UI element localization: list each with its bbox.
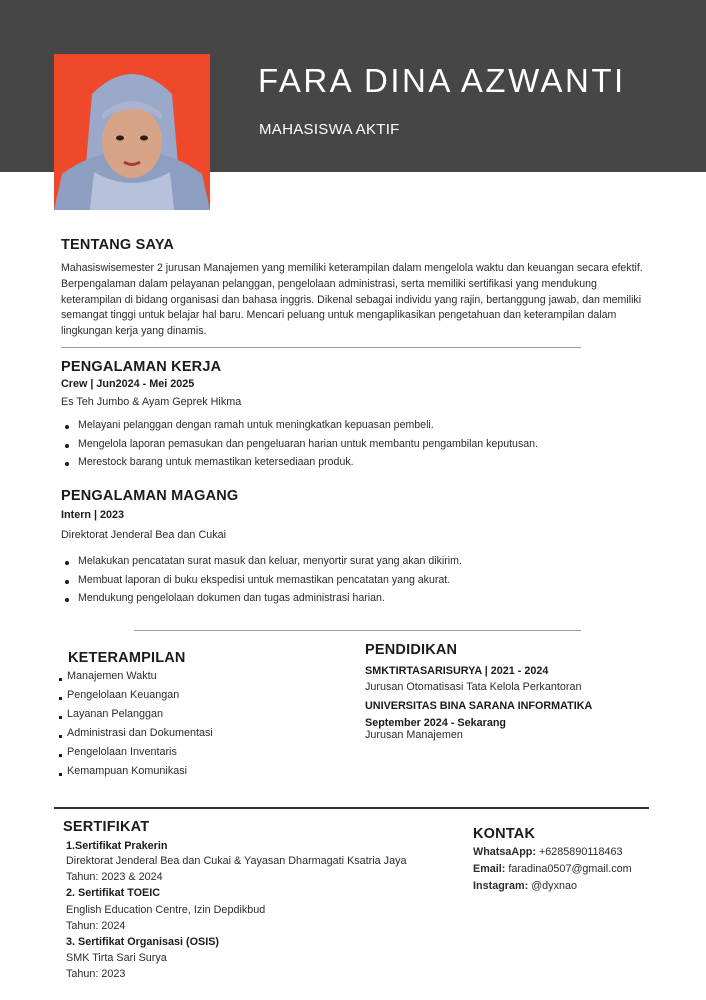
work-company: Es Teh Jumbo & Ayam Geprek Hikma bbox=[61, 396, 242, 408]
bullet-icon bbox=[59, 754, 62, 757]
bullet-icon bbox=[59, 678, 62, 681]
education-major-1: Jurusan Otomatisasi Tata Kelola Perkantoran bbox=[365, 681, 582, 693]
list-item: Administrasi dan Dokumentasi bbox=[59, 727, 213, 746]
bullet-icon bbox=[65, 444, 69, 448]
work-role: Crew | Jun2024 - Mei 2025 bbox=[61, 378, 195, 390]
work-heading: PENGALAMAN KERJA bbox=[61, 359, 222, 375]
list-item: Pengelolaan Inventaris bbox=[59, 746, 213, 765]
work-bullet-list bbox=[62, 419, 538, 475]
bullet-icon bbox=[65, 561, 69, 565]
list-item: Layanan Pelanggan bbox=[59, 708, 213, 727]
bullet-icon bbox=[59, 697, 62, 700]
list-item: Membuat laporan di buku ekspedisi untuk memastikan pencatatan yang akurat. bbox=[62, 574, 462, 593]
list-item: Pengelolaan Keuangan bbox=[59, 689, 213, 708]
certificate-title: 3. Sertifikat Organisasi (OSIS) bbox=[66, 936, 220, 948]
profile-photo bbox=[54, 54, 210, 210]
certificate-title: 1.Sertifikat Prakerin bbox=[66, 840, 168, 852]
list-item: Melayani pelanggan dengan ramah untuk meningkatkan kepuasan pembeli. bbox=[62, 419, 538, 438]
certificate-issuer: English Education Centre, Izin Depdikbud bbox=[66, 904, 266, 916]
certificates-heading: SERTIFIKAT bbox=[63, 819, 150, 835]
certificate-issuer: Direktorat Jenderal Bea dan Cukai & Yayasan Dharmagati Ksatria Jaya bbox=[66, 855, 407, 867]
full-name: FARA DINA AZWANTI bbox=[258, 62, 626, 99]
certificate-issuer: SMK Tirta Sari Surya bbox=[66, 952, 167, 964]
education-school-1: SMKTIRTASARISURYA | 2021 - 2024 bbox=[365, 665, 549, 677]
internship-role: Intern | 2023 bbox=[61, 509, 125, 521]
bullet-icon bbox=[65, 462, 69, 466]
education-major-2: Jurusan Manajemen bbox=[365, 729, 463, 741]
list-item: Mendukung pengelolaan dokumen dan tugas administrasi harian. bbox=[62, 592, 462, 611]
education-period-2: September 2024 - Sekarang bbox=[365, 717, 507, 729]
bullet-icon bbox=[65, 425, 69, 429]
certificate-year: Tahun: 2023 bbox=[66, 968, 126, 980]
education-school-2: UNIVERSITAS BINA SARANA INFORMATIKA bbox=[365, 700, 593, 712]
contact-instagram: Instagram: @dyxnao bbox=[473, 880, 577, 892]
certificate-year: Tahun: 2024 bbox=[66, 920, 126, 932]
person-portrait-icon bbox=[54, 54, 210, 210]
contact-heading: KONTAK bbox=[473, 826, 536, 842]
certificate-title: 2. Sertifikat TOEIC bbox=[66, 887, 161, 899]
list-item: Melakukan pencatatan surat masuk dan keluar, menyortir surat yang akan dikirim. bbox=[62, 555, 462, 574]
contact-whatsapp: WhatsaApp: +6285890118463 bbox=[473, 846, 623, 858]
bullet-icon bbox=[59, 735, 62, 738]
certificate-year: Tahun: 2023 & 2024 bbox=[66, 871, 163, 883]
list-item: Kemampuan Komunikasi bbox=[59, 765, 213, 784]
bullet-icon bbox=[59, 773, 62, 776]
internship-heading: PENGALAMAN MAGANG bbox=[61, 488, 239, 504]
skills-list bbox=[59, 670, 213, 784]
list-item: Mengelola laporan pemasukan dan pengeluaran harian untuk membantu pengambilan keputusan. bbox=[62, 438, 538, 457]
education-heading: PENDIDIKAN bbox=[365, 642, 458, 658]
internship-company: Direktorat Jenderal Bea dan Cukai bbox=[61, 529, 227, 541]
list-item: Merestock barang untuk memastikan ketersediaan produk. bbox=[62, 456, 538, 475]
divider bbox=[61, 347, 581, 348]
skills-heading: KETERAMPILAN bbox=[68, 650, 186, 666]
list-item: Manajemen Waktu bbox=[59, 670, 213, 689]
about-text: Mahasiswisemester 2 jurusan Manajemen yang memiliki keterampilan dalam mengelola waktu dan keuangan secara efektif. Berpengalaman dalam pelayanan pelanggan, pengelolaan administrasi, serta memiliki sertifikasi yang mendukung keterampilan di bidang organisasi dan bahasa inggris. Dikenal sebagai individu yang rajin, bertanggung jawab, dan memiliki semangat tinggi untuk belajar hal baru. Mencari peluang untuk mengaplikasikan pengetahuan dan keterampilan dalam lingkungan kerja yang dinamis. bbox=[61, 262, 643, 338]
divider bbox=[54, 807, 649, 809]
bullet-icon bbox=[65, 598, 69, 602]
contact-email: Email: faradina0507@gmail.com bbox=[473, 863, 632, 875]
bullet-icon bbox=[59, 716, 62, 719]
bullet-icon bbox=[65, 580, 69, 584]
job-title: MAHASISWA AKTIF bbox=[259, 121, 400, 138]
divider bbox=[134, 630, 581, 631]
about-heading: TENTANG SAYA bbox=[61, 237, 175, 253]
internship-bullet-list bbox=[62, 555, 462, 611]
